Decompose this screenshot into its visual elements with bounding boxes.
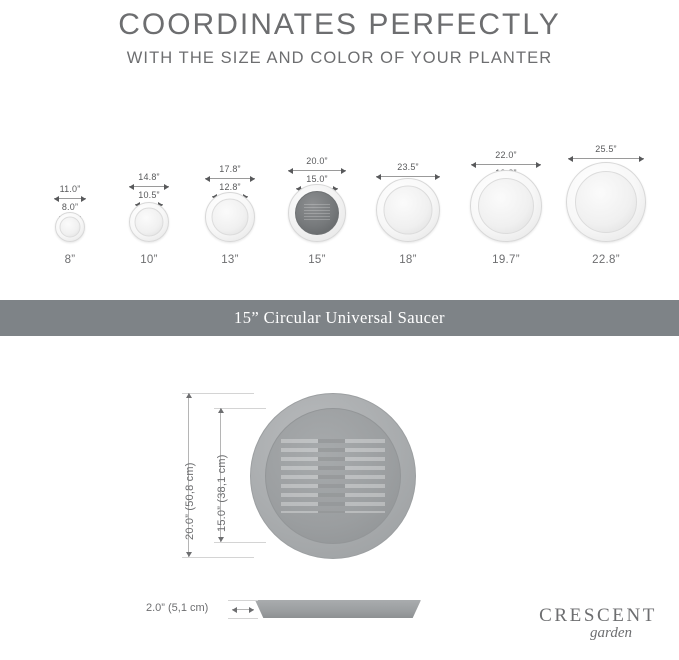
saucer-graphic-10 [112, 142, 186, 242]
saucer-graphic-19-7 [458, 142, 554, 242]
dimension-top-label-15: 20.0” [306, 156, 328, 166]
saucer-graphic-13 [190, 142, 270, 242]
product-banner-text: 15” Circular Universal Saucer [234, 308, 445, 327]
size-item-10 [112, 142, 186, 266]
size-label-15: 15” [308, 254, 326, 266]
saucer-graphic-8 [36, 142, 104, 242]
saucer-graphic-18 [362, 142, 454, 242]
dimension-label-side-thickness: 2.0” (5,1 cm) [146, 602, 209, 614]
saucer-graphic-15 [274, 142, 360, 242]
brand-logo-sub: garden [590, 625, 632, 641]
dimension-top-label-22-8: 25.5” [595, 144, 617, 154]
size-label-13: 13” [221, 254, 239, 266]
dimension-line-side-thickness [232, 609, 254, 610]
brand-logo [539, 605, 657, 642]
dimension-top-label-18: 23.5” [397, 162, 419, 172]
dimension-top-label-13: 17.8” [219, 164, 241, 174]
size-label-19-7: 19.7” [492, 254, 520, 266]
dimension-top-label-19-7: 22.0” [495, 150, 517, 160]
brand-logo-main: CRESCENT [539, 605, 657, 626]
size-item-18 [362, 142, 454, 266]
guide-line-outer-top [182, 393, 254, 394]
guide-line-inner-bottom [214, 542, 266, 543]
size-item-22-8 [556, 142, 656, 266]
dimension-mid-label-15: 15.0” [306, 174, 328, 184]
guide-line-side-top [228, 600, 258, 601]
size-item-13 [190, 142, 270, 266]
dimension-mid-label-8: 8.0” [61, 202, 79, 212]
saucer-graphic-22-8 [556, 142, 656, 242]
size-comparison-row [0, 96, 679, 266]
product-banner [0, 300, 679, 336]
saucer-top-view [250, 393, 416, 559]
dimension-mid-label-10: 10.5” [138, 190, 160, 200]
size-item-19-7 [458, 142, 554, 266]
page-title: COORDINATES PERFECTLY [118, 8, 561, 41]
dimension-top-label-10: 14.8” [138, 172, 160, 182]
dimension-mid-label-13: 12.8” [219, 182, 241, 192]
size-label-10: 10” [140, 254, 158, 266]
page-header [0, 0, 679, 68]
dimension-label-outer-height: 20.0” (50,8 cm) [184, 462, 196, 540]
saucer-grid-pattern [281, 439, 385, 513]
size-label-8: 8” [64, 254, 76, 266]
guide-line-side-bottom [228, 618, 258, 619]
saucer-side-view [255, 600, 421, 618]
size-label-22-8: 22.8” [592, 254, 620, 266]
size-label-18: 18” [399, 254, 417, 266]
dimension-label-inner-height: 15.0” (38,1 cm) [216, 454, 228, 532]
size-item-15 [274, 142, 360, 266]
guide-line-outer-bottom [182, 557, 254, 558]
page-subtitle: WITH THE SIZE AND COLOR OF YOUR PLANTER [126, 49, 553, 67]
size-item-8 [36, 142, 104, 266]
dimension-top-label-8: 11.0” [59, 184, 81, 194]
